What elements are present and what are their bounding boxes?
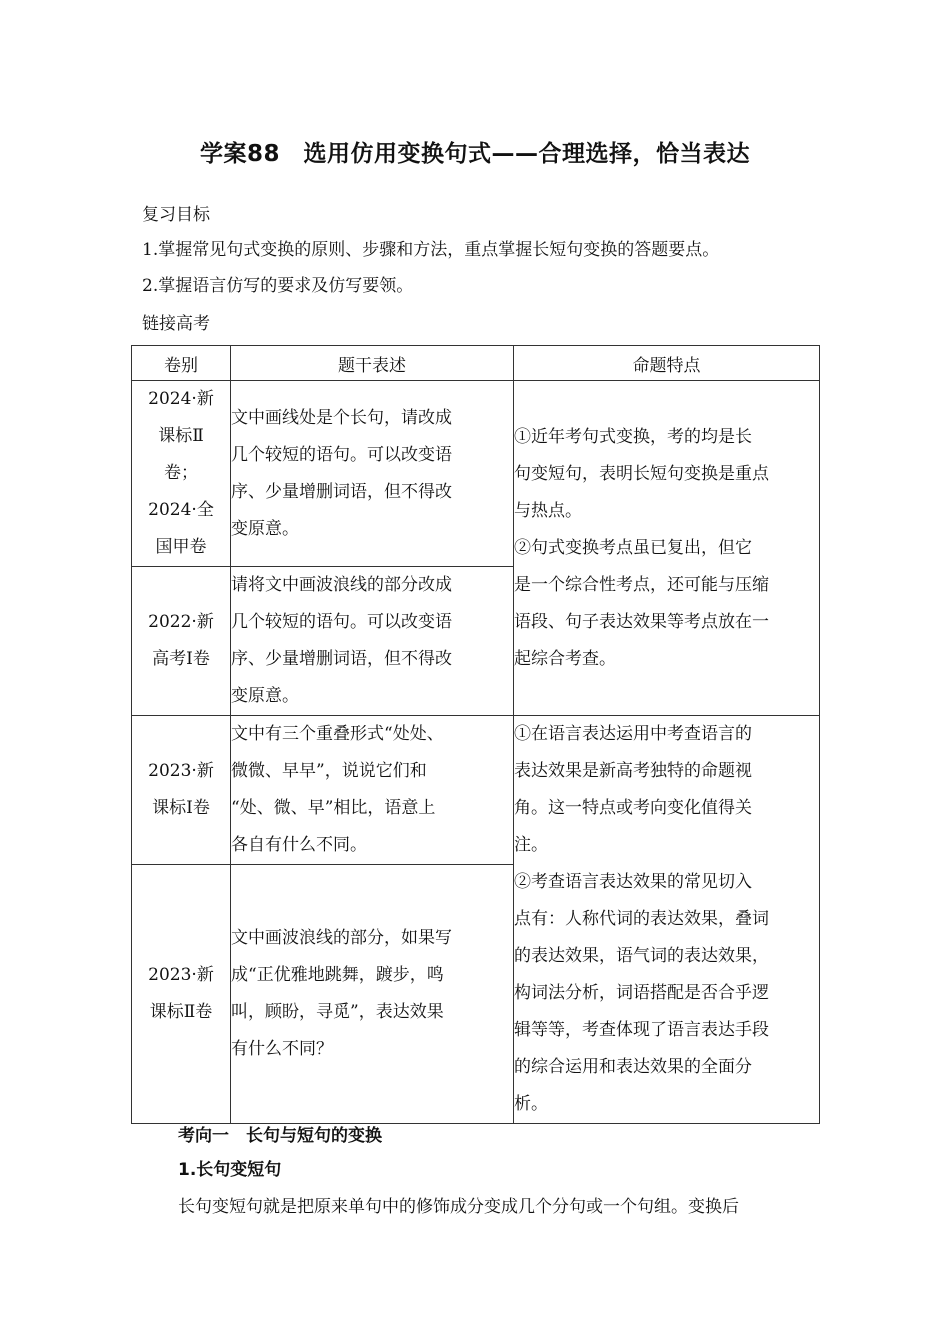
review-item-1: 1.掌握常见句式变换的原则、步骤和方法，重点掌握长短句变换的答题要点。 [142, 240, 720, 260]
juan-cell: 2023·新 课标Ⅰ卷 [132, 716, 231, 865]
table-row [132, 716, 820, 865]
column-header-feature: 命题特点 [514, 346, 820, 381]
juan-cell: 2024·新 课标Ⅱ 卷； 2024·全 国甲卷 [132, 381, 231, 567]
exam-table [131, 345, 820, 1124]
table-row [132, 381, 820, 567]
column-header-desc: 题干表述 [231, 346, 514, 381]
section-heading: 考向一 长句与短句的变换 [178, 1126, 382, 1146]
review-heading: 复习目标 [142, 205, 210, 225]
section-subheading: 1.长句变短句 [178, 1160, 282, 1180]
desc-cell: 请将文中画波浪线的部分改成 几个较短的语句。可以改变语 序、少量增删词语，但不得改 变原意。 [231, 567, 514, 716]
link-heading: 链接高考 [142, 314, 210, 334]
table-header-row [132, 346, 820, 381]
desc-cell: 文中有三个重叠形式“处处、 微微、早早”，说说它们和 “处、微、早”相比，语意上 各自有什么不同。 [231, 716, 514, 865]
review-item-2: 2.掌握语言仿写的要求及仿写要领。 [142, 276, 414, 296]
juan-cell: 2023·新 课标Ⅱ卷 [132, 865, 231, 1124]
desc-cell: 文中画波浪线的部分，如果写 成“正优雅地跳舞，踱步，鸣 叫，顾盼，寻觅”，表达效果 有什么不同？ [231, 865, 514, 1124]
column-header-juan: 卷别 [132, 346, 231, 381]
section-paragraph: 长句变短句就是把原来单句中的修饰成分变成几个分句或一个句组。变换后 [178, 1197, 739, 1217]
feature-cell: ①在语言表达运用中考查语言的 表达效果是新高考独特的命题视 角。这一特点或考向变化值得关 注。 ②考查语言表达效果的常见切入 点有：人称代词的表达效果，叠词 的表达效果，语气词的表达效果， 构词法分析，词语搭配是否合乎逻 辑等等，考查体现了语言表达手段 的综合运用和表达效果的全面分 析。 [514, 716, 820, 1124]
feature-cell: ①近年考句式变换，考的均是长 句变短句，表明长短句变换是重点 与热点。 ②句式变换考点虽已复出，但它 是一个综合性考点，还可能与压缩 语段、句子表达效果等考点放在一 起综合考查。 [514, 381, 820, 716]
juan-cell: 2022·新 高考Ⅰ卷 [132, 567, 231, 716]
page-title: 学案88 选用仿用变换句式——合理选择，恰当表达 [199, 141, 750, 167]
desc-cell: 文中画线处是个长句，请改成 几个较短的语句。可以改变语 序、少量增删词语，但不得改 变原意。 [231, 381, 514, 567]
